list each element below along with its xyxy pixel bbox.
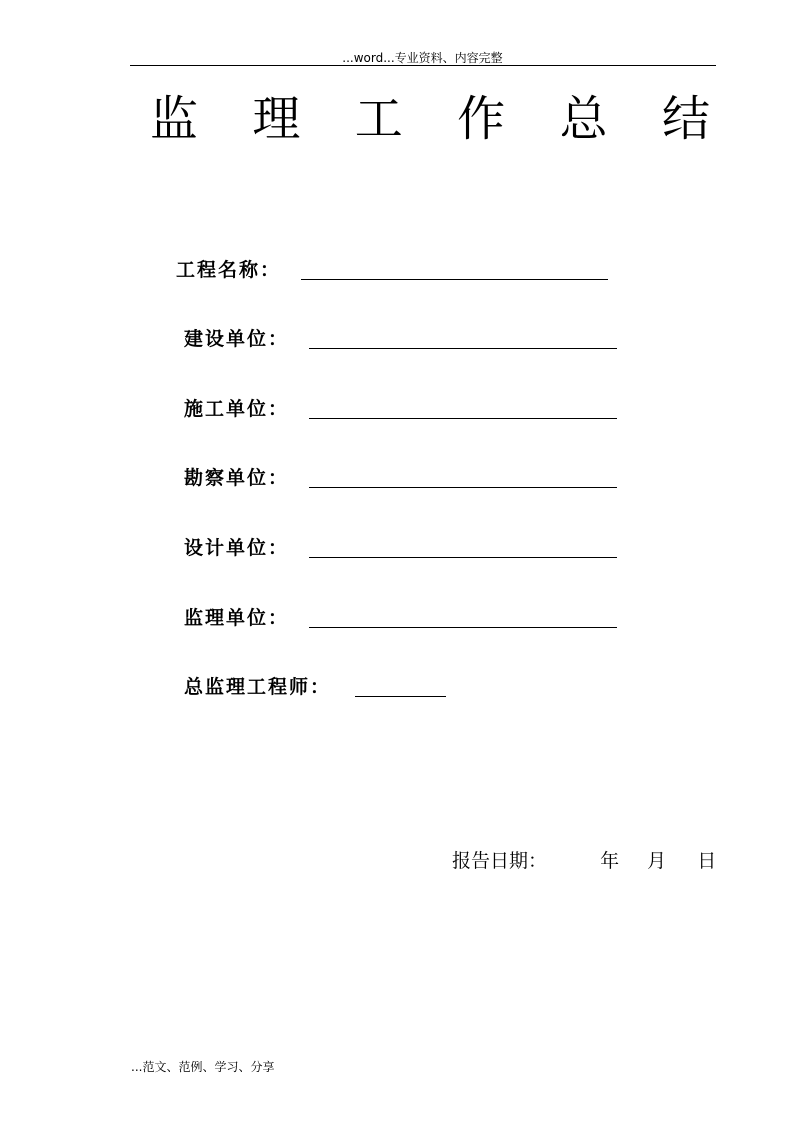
title-char: 理 <box>252 90 301 147</box>
title-char: 工 <box>354 90 403 147</box>
report-date-day: 日 <box>697 850 717 872</box>
construction-unit-line[interactable] <box>309 348 617 349</box>
supervision-unit-line[interactable] <box>309 627 617 628</box>
project-name-line[interactable] <box>301 279 608 280</box>
project-name-label: 工程名称： <box>176 259 282 281</box>
title-char: 结 <box>661 90 710 147</box>
chief-engineer-line[interactable] <box>355 696 446 697</box>
design-unit-line[interactable] <box>309 557 617 558</box>
builder-unit-label: 施工单位： <box>184 398 290 420</box>
document-title <box>150 84 710 147</box>
field-survey-unit <box>184 460 289 490</box>
field-chief-engineer <box>184 669 331 699</box>
construction-unit-label: 建设单位： <box>184 328 290 350</box>
header-rule <box>130 65 716 66</box>
report-date <box>452 846 716 873</box>
chief-engineer-label: 总监理工程师： <box>184 676 332 698</box>
report-date-year: 年 <box>600 850 620 872</box>
title-char: 监 <box>150 90 199 147</box>
page-footer: ...范文、范例、学习、分享 <box>131 1060 275 1074</box>
supervision-unit-label: 监理单位： <box>184 607 290 629</box>
title-char: 总 <box>559 90 608 147</box>
report-date-month: 月 <box>647 850 667 872</box>
survey-unit-line[interactable] <box>309 487 617 488</box>
field-supervision-unit <box>184 600 289 630</box>
report-date-label: 报告日期： <box>452 850 548 872</box>
field-construction-unit <box>184 321 289 351</box>
page-header: ...word...专业资料、内容完整 <box>342 51 503 65</box>
survey-unit-label: 勘察单位： <box>184 467 290 489</box>
builder-unit-line[interactable] <box>309 418 617 419</box>
design-unit-label: 设计单位： <box>184 537 290 559</box>
field-builder-unit <box>184 391 289 421</box>
title-char: 作 <box>457 90 506 147</box>
field-project-name <box>176 252 281 282</box>
field-design-unit <box>184 530 289 560</box>
